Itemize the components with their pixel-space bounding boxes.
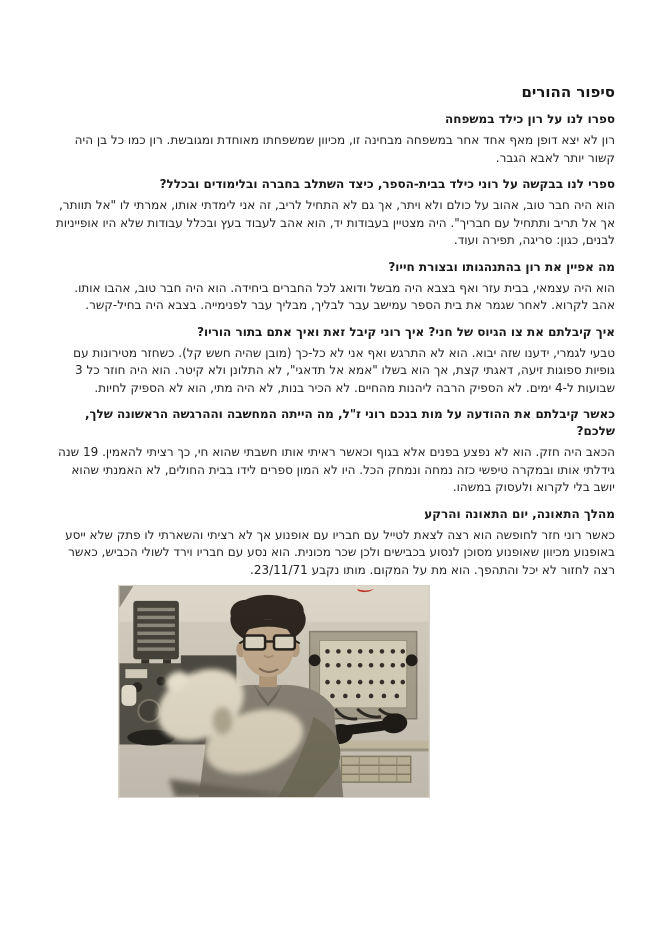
section-paragraph-6: כאשר רוני חזר לחופשה הוא רצה לצאת לטייל עם חבריו עם אופנוע אך לא רציתי והשארתי לו פתק שלא ייסע באופנוע מכיוון שאופנוע מסוכן לנסוע בכבישים ולכן שכר מכונית. הוא נסע עם חבריו וירד לשולי הכביש, כאשר רצה לחזור לא יכל והתהפך. הוא מת על המקום. מותו נקבע 23/11/71. (65, 527, 615, 577)
page-title: סיפור ההורים (521, 83, 615, 101)
section-paragraph-3: הוא היה עצמאי, בבית עזר ואף בצבא היה מבשל ודואג לכל החברים ביחידה. הוא היה חבר טוב, אהבו אותו. אהב לקרוא. לאחר שגמר את בית הספר עמישב עבר לבליך, מבליך עבר לפנימייה. בצבא היה בחיל-קשר. (74, 280, 615, 312)
photo-vignette (119, 586, 428, 797)
document-content (55, 0, 615, 798)
section-heading-4: איך קיבלתם את צו הגיוס של חני? איך רוני קיבל זאת ואיך אתם בתור הוריו? (197, 324, 615, 339)
section-paragraph-5: הכאב היה חזק. הוא לא נפצע בפנים אלא בגוף וכאשר ראיתי אותו חשבתי שהוא חי, כך רציתי להאמין. 19 שנה גידלתי אותו ובמקרה טיפשי כזה נמחה ונמחק הכל. היו לא המון ספרים לידו בבית החולים, לא האמנתי שהוא יושב בלי לקרוא ולעסוק במשהו. (58, 445, 615, 494)
section-heading-2: ספרי לנו בבקשה על רוני כילד בבית-הספר, כיצד השתלב בחברה ובלימודים ובכלל? (159, 177, 615, 191)
section-heading-6: מהלך התאונה, יום התאונה והרקע (424, 506, 615, 521)
section-heading-3: מה אפיין את רון בהתנהגותו ובצורת חייו? (388, 259, 615, 274)
section-paragraph-4: טבעי לגמרי, ידענו שזה יבוא. הוא לא התרגש ואף אני לא כל-כך (מובן שהיה חשש קל). כשחזר מטירונות עם גופיות ספוגות זיעה, דאגתי קצת, אך הוא בשלו "אמא אל תדאגי", לא התלונן ולא קיטר. הוא היה חוזר כל 3 שבועות ל-4 ימים. לא הספיק הרבה ליהנות מהחיים. לא הכיר בנות, לא היה מתי, הוא לא הספיק לחיות. (73, 345, 615, 395)
parents-story-photo (118, 585, 430, 798)
section-heading-1: ספרו לנו על רון כילד במשפחה (445, 112, 615, 126)
section-paragraph-2: הוא היה חבר טוב, אהוב על כולם ולא ויתר, אך גם לא התחיל לריב, זה אני לימדתי אותו, אמרתי לו "אל תוותר, אך אל תריב ותתחיל עם חבריך". היה מצטיין בעבודות יד, הוא אהב לעבוד בעץ ובכלל עבודות שלא היו אופייניות לבנים, כגון: סריגה, תפירה ועוד. (55, 198, 615, 247)
section-paragraph-1: רון לא יצא דופן מאף אחד אחר במשפחה מבחינה זו, מכיוון שמשפחתו מאוחדת ומגובשת. רון כמו כל בן היה קשור יותר לאבא הגבר. (74, 133, 615, 165)
section-heading-5: כאשר קיבלתם את ההודעה על מות בנכם רוני ז"ל, מה הייתה המחשבה וההרגשה הראשונה שלך, שלכם? (84, 407, 615, 438)
photo-illustration (119, 586, 429, 797)
